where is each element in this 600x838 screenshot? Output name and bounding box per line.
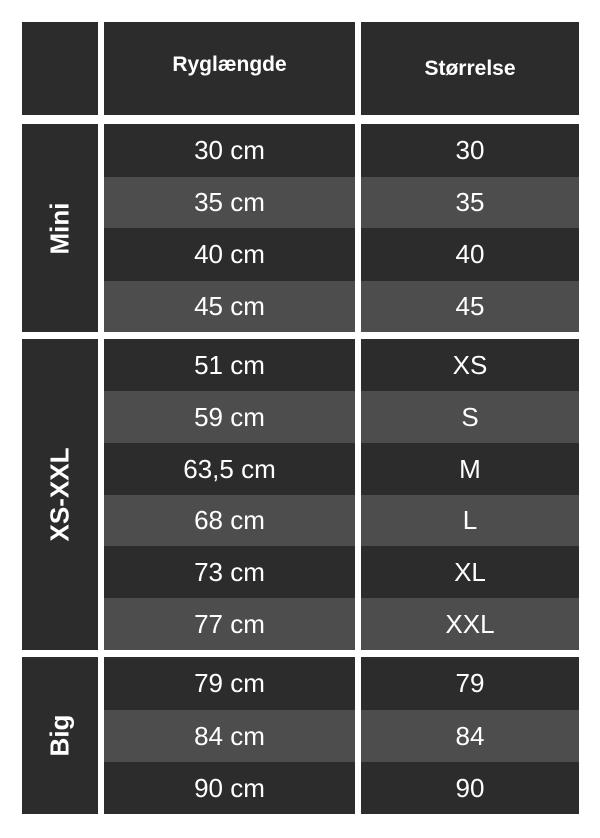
group-label-text: XS-XXL: [44, 447, 75, 542]
back-length-cell: 79 cm: [104, 657, 355, 710]
back-length-cell: 51 cm: [104, 339, 355, 391]
group-label: [22, 657, 98, 814]
size-cell: L: [361, 495, 579, 546]
group-label: [22, 339, 98, 650]
size-cell: 30: [361, 124, 579, 177]
back-length-cell: 77 cm: [104, 598, 355, 650]
back-length-cell: 59 cm: [104, 391, 355, 443]
back-length-cell: 40 cm: [104, 228, 355, 281]
size-cell: 79: [361, 657, 579, 710]
size-cell: XXL: [361, 598, 579, 650]
header-size: Størrelse: [361, 22, 579, 115]
size-cell: XL: [361, 546, 579, 598]
back-length-cell: 73 cm: [104, 546, 355, 598]
size-cell: 40: [361, 228, 579, 281]
size-cell: M: [361, 443, 579, 495]
back-length-cell: 35 cm: [104, 177, 355, 228]
size-cell: 90: [361, 762, 579, 814]
size-cell: 84: [361, 710, 579, 762]
size-cell: 35: [361, 177, 579, 228]
back-length-cell: 63,5 cm: [104, 443, 355, 495]
back-length-cell: 45 cm: [104, 281, 355, 332]
back-length-cell: 68 cm: [104, 495, 355, 546]
group-label-text: Mini: [44, 202, 75, 254]
group-label-text: Big: [44, 714, 75, 757]
header-back-length: Ryglængde: [104, 22, 355, 115]
size-cell: XS: [361, 339, 579, 391]
group-label: [22, 124, 98, 332]
back-length-cell: 30 cm: [104, 124, 355, 177]
size-cell: 45: [361, 281, 579, 332]
size-cell: S: [361, 391, 579, 443]
back-length-cell: 90 cm: [104, 762, 355, 814]
back-length-cell: 84 cm: [104, 710, 355, 762]
header-corner: [22, 22, 98, 115]
